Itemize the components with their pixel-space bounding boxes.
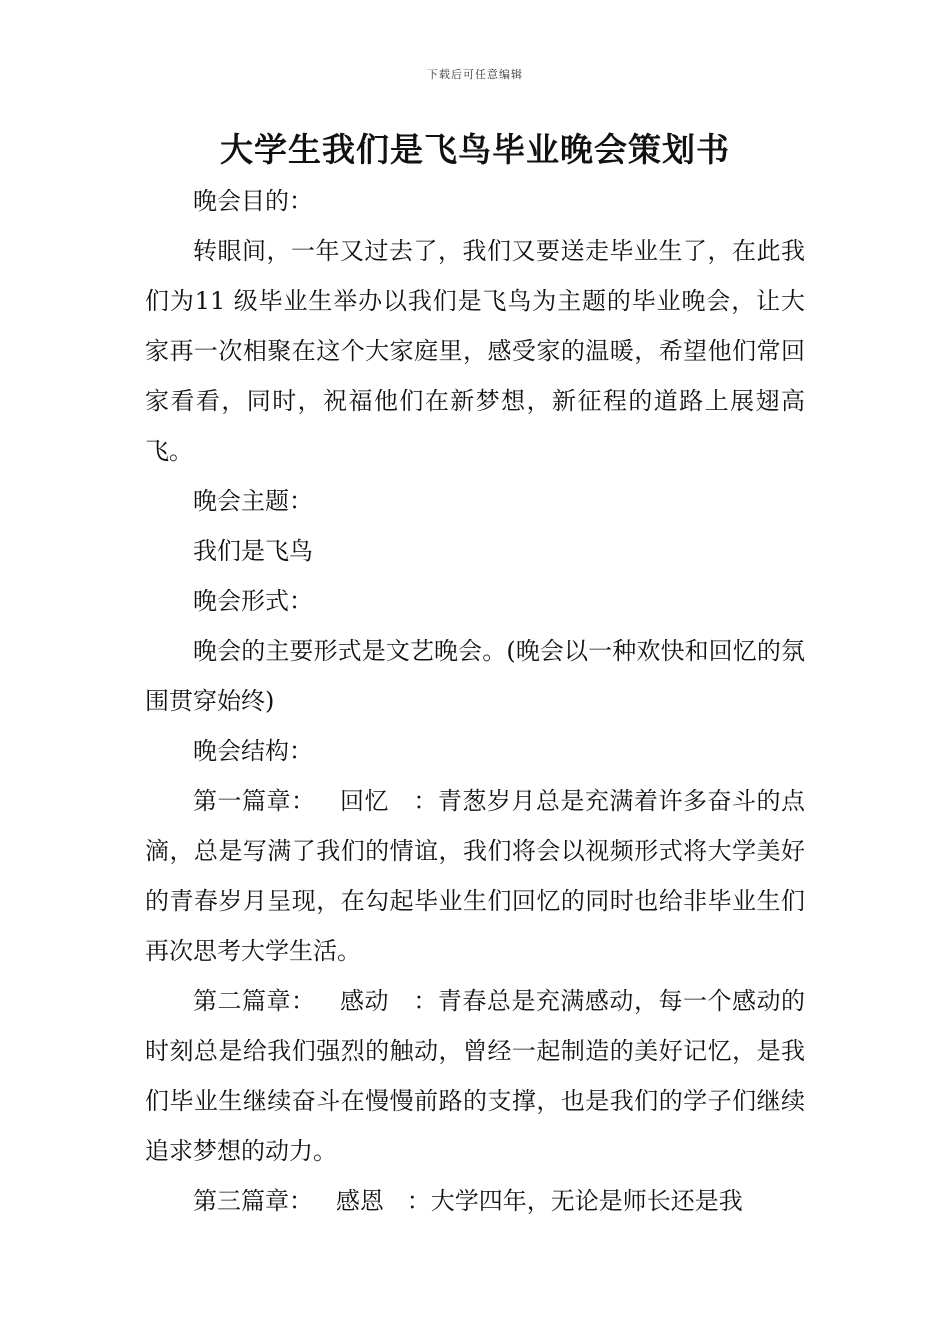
- paragraph-purpose: 转眼间，一年又过去了，我们又要送走毕业生了，在此我们为11 级毕业生举办以我们是飞鸟为主题的毕业晚会，让大家再一次相聚在这个大家庭里，感受家的温暖，希望他们常回家看看，同时，祝福他们在新梦想，新征程的道路上展翅高飞。: [145, 237, 805, 465]
- section-heading-structure: 晚会结构：: [193, 737, 313, 765]
- paragraph-theme: 我们是飞鸟: [193, 537, 313, 565]
- section-heading-purpose: 晚会目的：: [193, 187, 313, 215]
- document-title: 大学生我们是飞鸟毕业晚会策划书: [220, 130, 730, 169]
- section-heading-theme: 晚会主题：: [193, 487, 313, 515]
- paragraph-chapter-one: 第一篇章： 回忆 ：青葱岁月总是充满着许多奋斗的点滴，总是写满了我们的情谊，我们将会以视频形式将大学美好的青春岁月呈现，在勾起毕业生们回忆的同时也给非毕业生们再次思考大学生活。: [145, 787, 805, 965]
- paragraph-chapter-two: 第二篇章： 感动 ：青春总是充满感动，每一个感动的时刻总是给我们强烈的触动，曾经一起制造的美好记忆，是我们毕业生继续奋斗在慢慢前路的支撑，也是我们的学子们继续追求梦想的动力。: [145, 987, 805, 1165]
- document-body: [145, 176, 805, 1226]
- paragraph-format: 晚会的主要形式是文艺晚会。(晚会以一种欢快和回忆的氛围贯穿始终): [145, 637, 805, 715]
- header-note: 下载后可任意编辑: [427, 68, 523, 81]
- paragraph-chapter-three: 第三篇章： 感恩 ：大学四年，无论是师长还是我: [193, 1187, 743, 1215]
- section-heading-format: 晚会形式：: [193, 587, 313, 615]
